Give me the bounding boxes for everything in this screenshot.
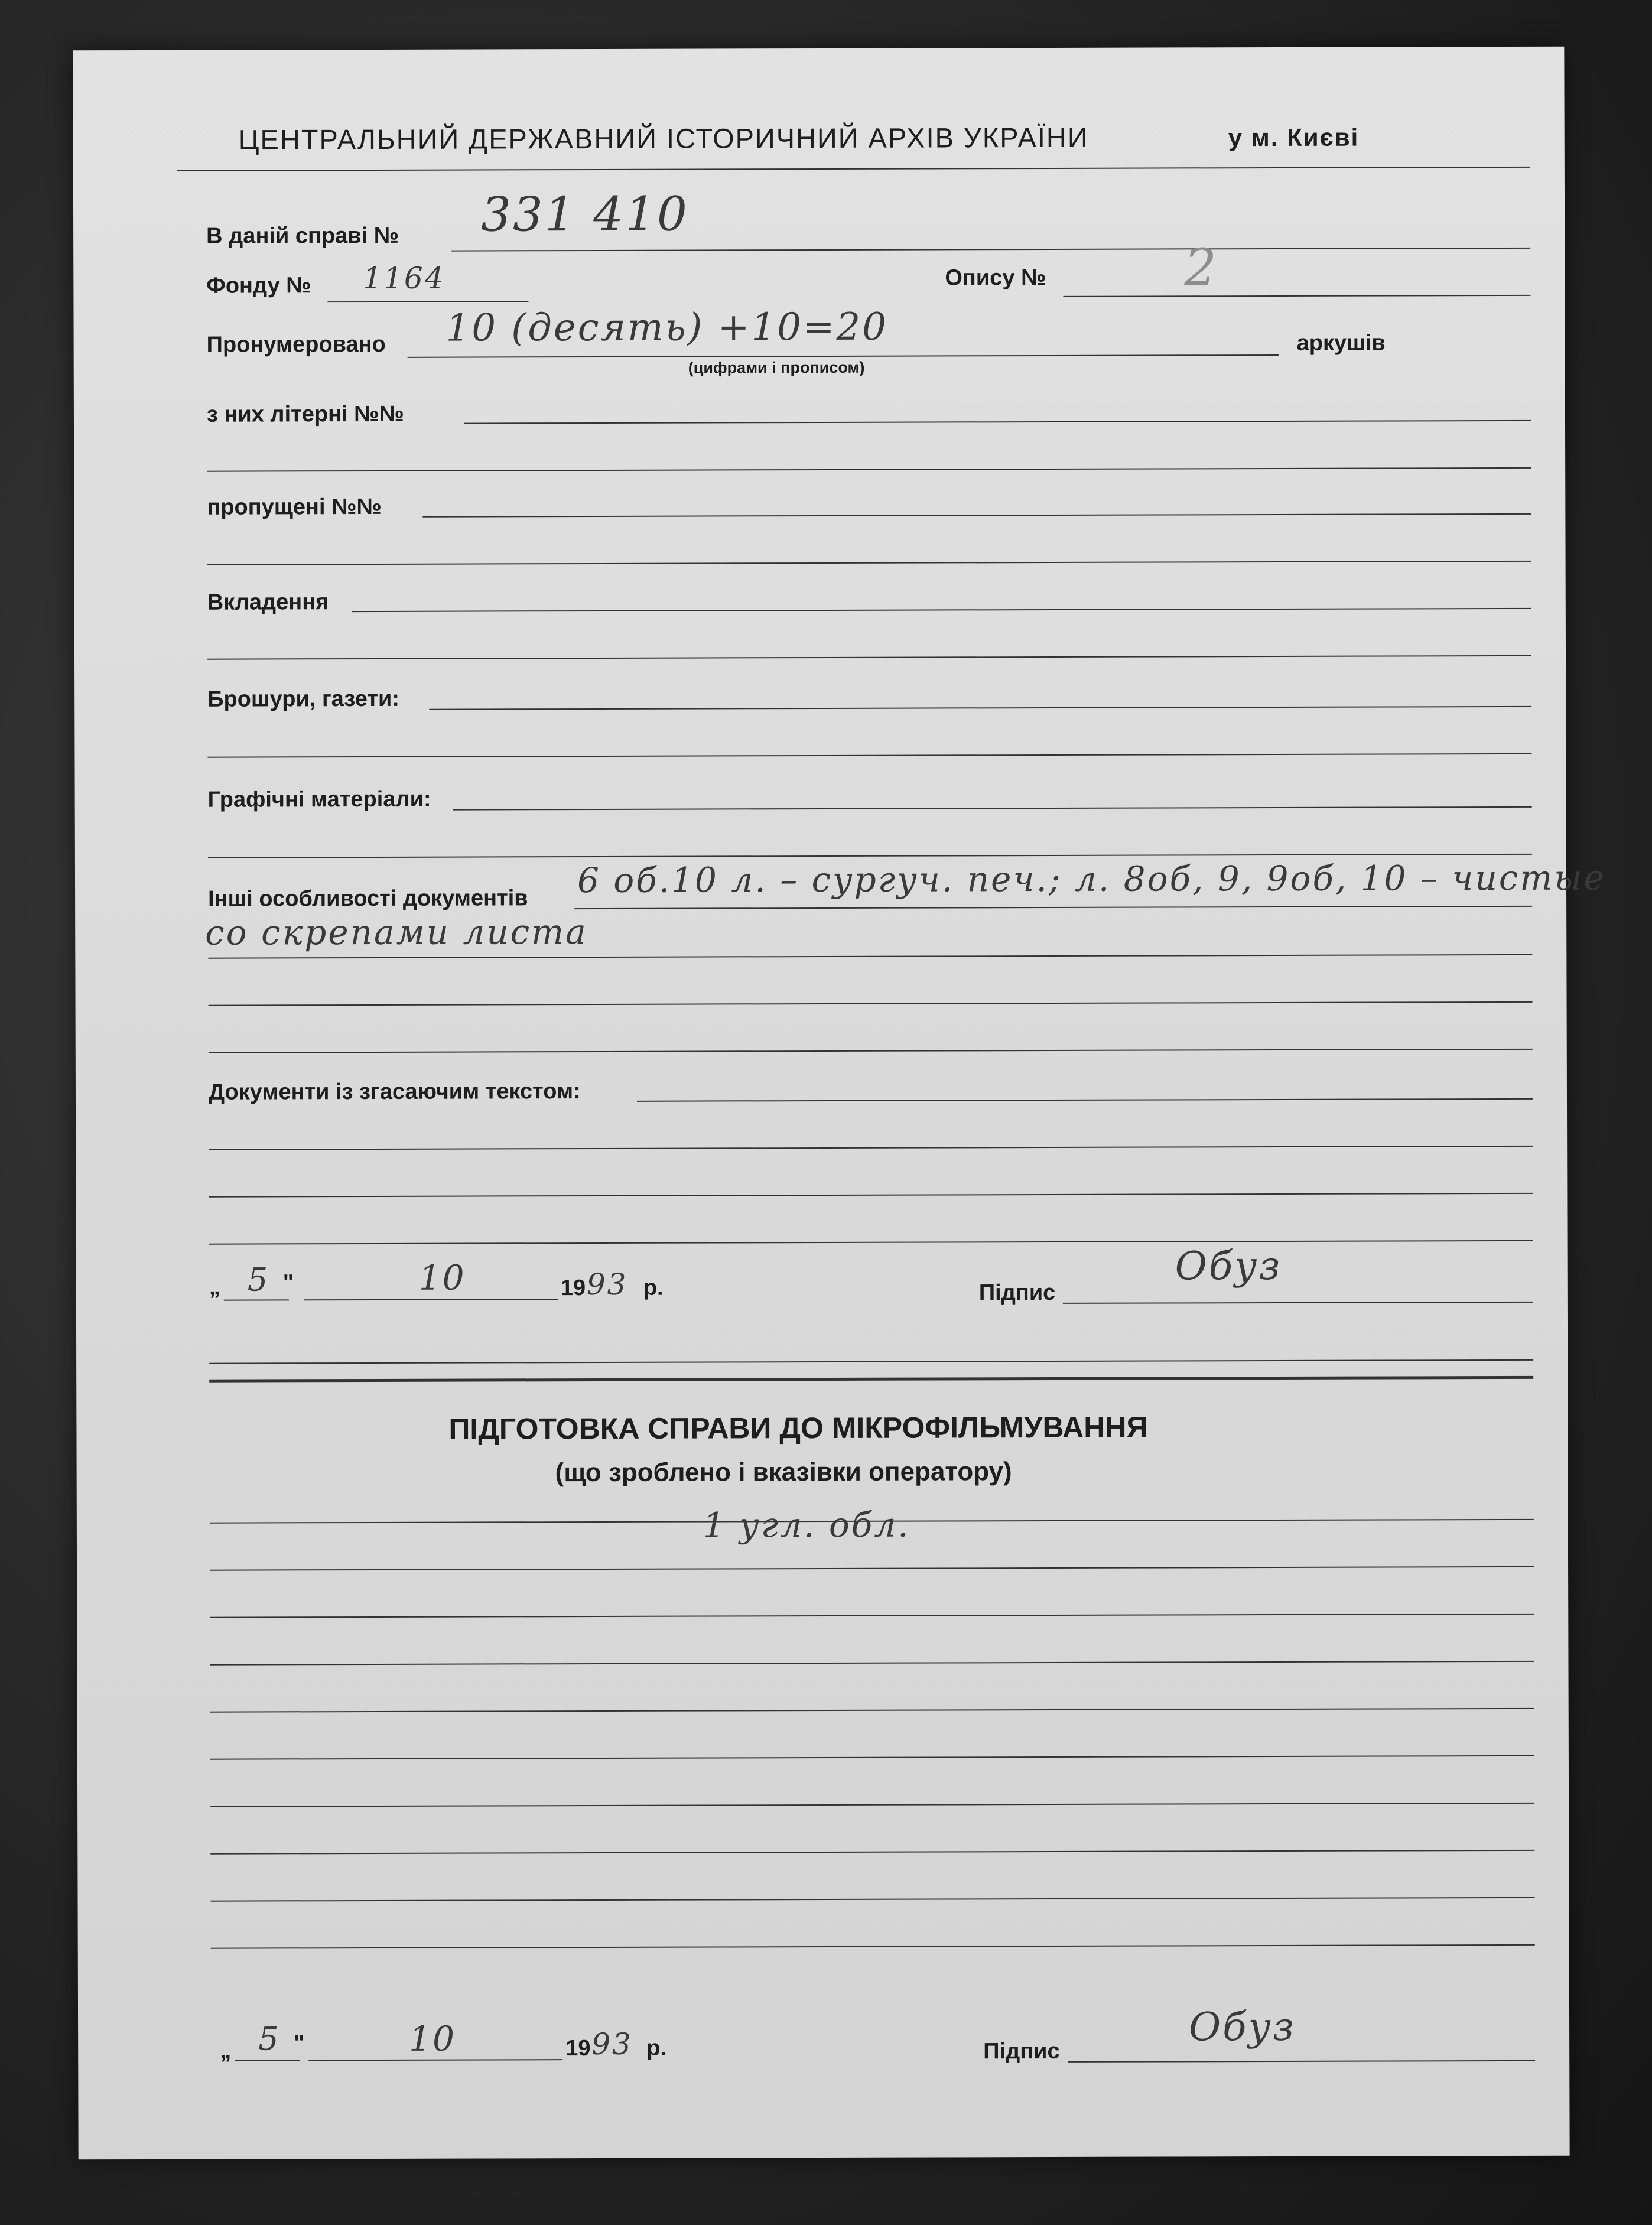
graphic-label: Графічні матеріали: [207,786,431,812]
archive-name: ЦЕНТРАЛЬНИЙ ДЕРЖАВНИЙ ІСТОРИЧНИЙ АРХІВ УКРАЇНИ [238,121,1089,155]
date2-year: 93 [591,2026,633,2062]
other-value-line1: 6 об.10 л. – сургуч. печ.; л. 8об, 9, 9об, 10 – чистые [577,857,1606,901]
section-title: ПІДГОТОВКА СПРАВИ ДО МІКРОФІЛЬМУВАННЯ [448,1410,1148,1446]
date2-sign-label: Підпис [983,2038,1060,2064]
attachments-label: Вкладення [207,590,329,615]
header-rule [177,167,1530,171]
other-line-3 [209,1001,1533,1006]
date2-month-line [308,2059,562,2061]
other-label: Інші особливості документів [208,886,528,912]
fading-line-3 [209,1193,1533,1198]
date1-sign-label: Підпис [978,1280,1056,1306]
date2-close-quote: " [294,2031,305,2056]
attachments-line-2 [207,655,1531,660]
numbered-label: Пронумеровано [206,331,386,357]
fading-line-1 [637,1098,1533,1102]
letter-label: з них літерні №№ [206,401,404,427]
other-line-4 [209,1049,1533,1053]
date1-month: 10 [418,1257,466,1298]
date1-suffix: р. [643,1275,664,1300]
date2-sign-line [1068,2060,1535,2063]
case-value: 331 410 [480,186,690,242]
archive-city: у м. Києві [1228,123,1360,152]
date2-day: 5 [258,2020,281,2058]
missing-label: пропущені №№ [207,494,382,520]
section-note: 1 угл. обл. [703,1504,910,1546]
date2-suffix: р. [646,2035,667,2061]
section-line-2 [210,1566,1534,1571]
brochures-line-2 [207,753,1531,758]
section-subtitle: (що зроблено і вказівки оператору) [555,1457,1012,1488]
opys-value: 2 [1184,238,1219,298]
date2-signature: Обуз [1188,2003,1296,2050]
date2-month: 10 [409,2018,457,2059]
fond-value: 1164 [363,261,445,296]
case-line [451,248,1530,252]
sheets-suffix: аркушів [1296,330,1386,356]
opys-label: Опису № [945,265,1046,291]
graphic-line-1 [453,806,1532,811]
fond-line [327,301,528,302]
other-line-1 [574,906,1532,909]
date1-day: 5 [247,1261,270,1299]
missing-line-2 [207,561,1531,565]
date2-year-prefix: 19 [565,2036,591,2061]
section-line-3 [210,1614,1534,1618]
date1-signature: Обуз [1175,1242,1282,1289]
section-line-6 [210,1755,1534,1760]
letter-line-2 [207,467,1531,472]
section-divider-thick [209,1376,1533,1383]
fading-line-2 [209,1146,1533,1150]
fond-label: Фонду № [206,273,311,298]
attachments-line-1 [352,608,1531,612]
case-label: В даній справі № [206,223,399,249]
brochures-label: Брошури, газети: [207,686,400,712]
other-line-2 [208,954,1532,959]
archive-form-sheet [73,47,1606,2160]
numbered-line [408,354,1279,358]
section-line-10 [211,1944,1535,1949]
date1-year-prefix: 19 [560,1276,586,1301]
section-line-7 [210,1803,1534,1807]
numbered-caption: (цифрами і прописом) [688,358,865,377]
section-line-8 [210,1850,1534,1855]
date2-open-quote: „ [220,2038,232,2064]
date1-close-quote: " [282,1270,294,1296]
section-line-5 [210,1708,1534,1713]
date1-open-quote: „ [209,1274,220,1300]
date1-sign-line [1063,1302,1533,1304]
fading-line-4 [209,1240,1533,1245]
section-line-4 [210,1661,1534,1666]
numbered-value: 10 (десять) +10=20 [445,305,889,350]
missing-line-1 [422,513,1531,518]
other-value-line2: со скрепами листа [205,912,588,953]
date1-month-line [304,1299,558,1300]
date1-year: 93 [586,1267,628,1302]
date2-day-line [235,2060,300,2061]
letter-line-1 [464,420,1531,424]
section-divider-thin [209,1359,1533,1364]
opys-line [1063,295,1530,297]
date1-day-line [224,1299,289,1300]
graphic-line-2 [208,854,1532,858]
fading-label: Документи із згасаючим текстом: [208,1079,581,1105]
section-line-9 [211,1897,1535,1902]
brochures-line-1 [429,706,1531,710]
